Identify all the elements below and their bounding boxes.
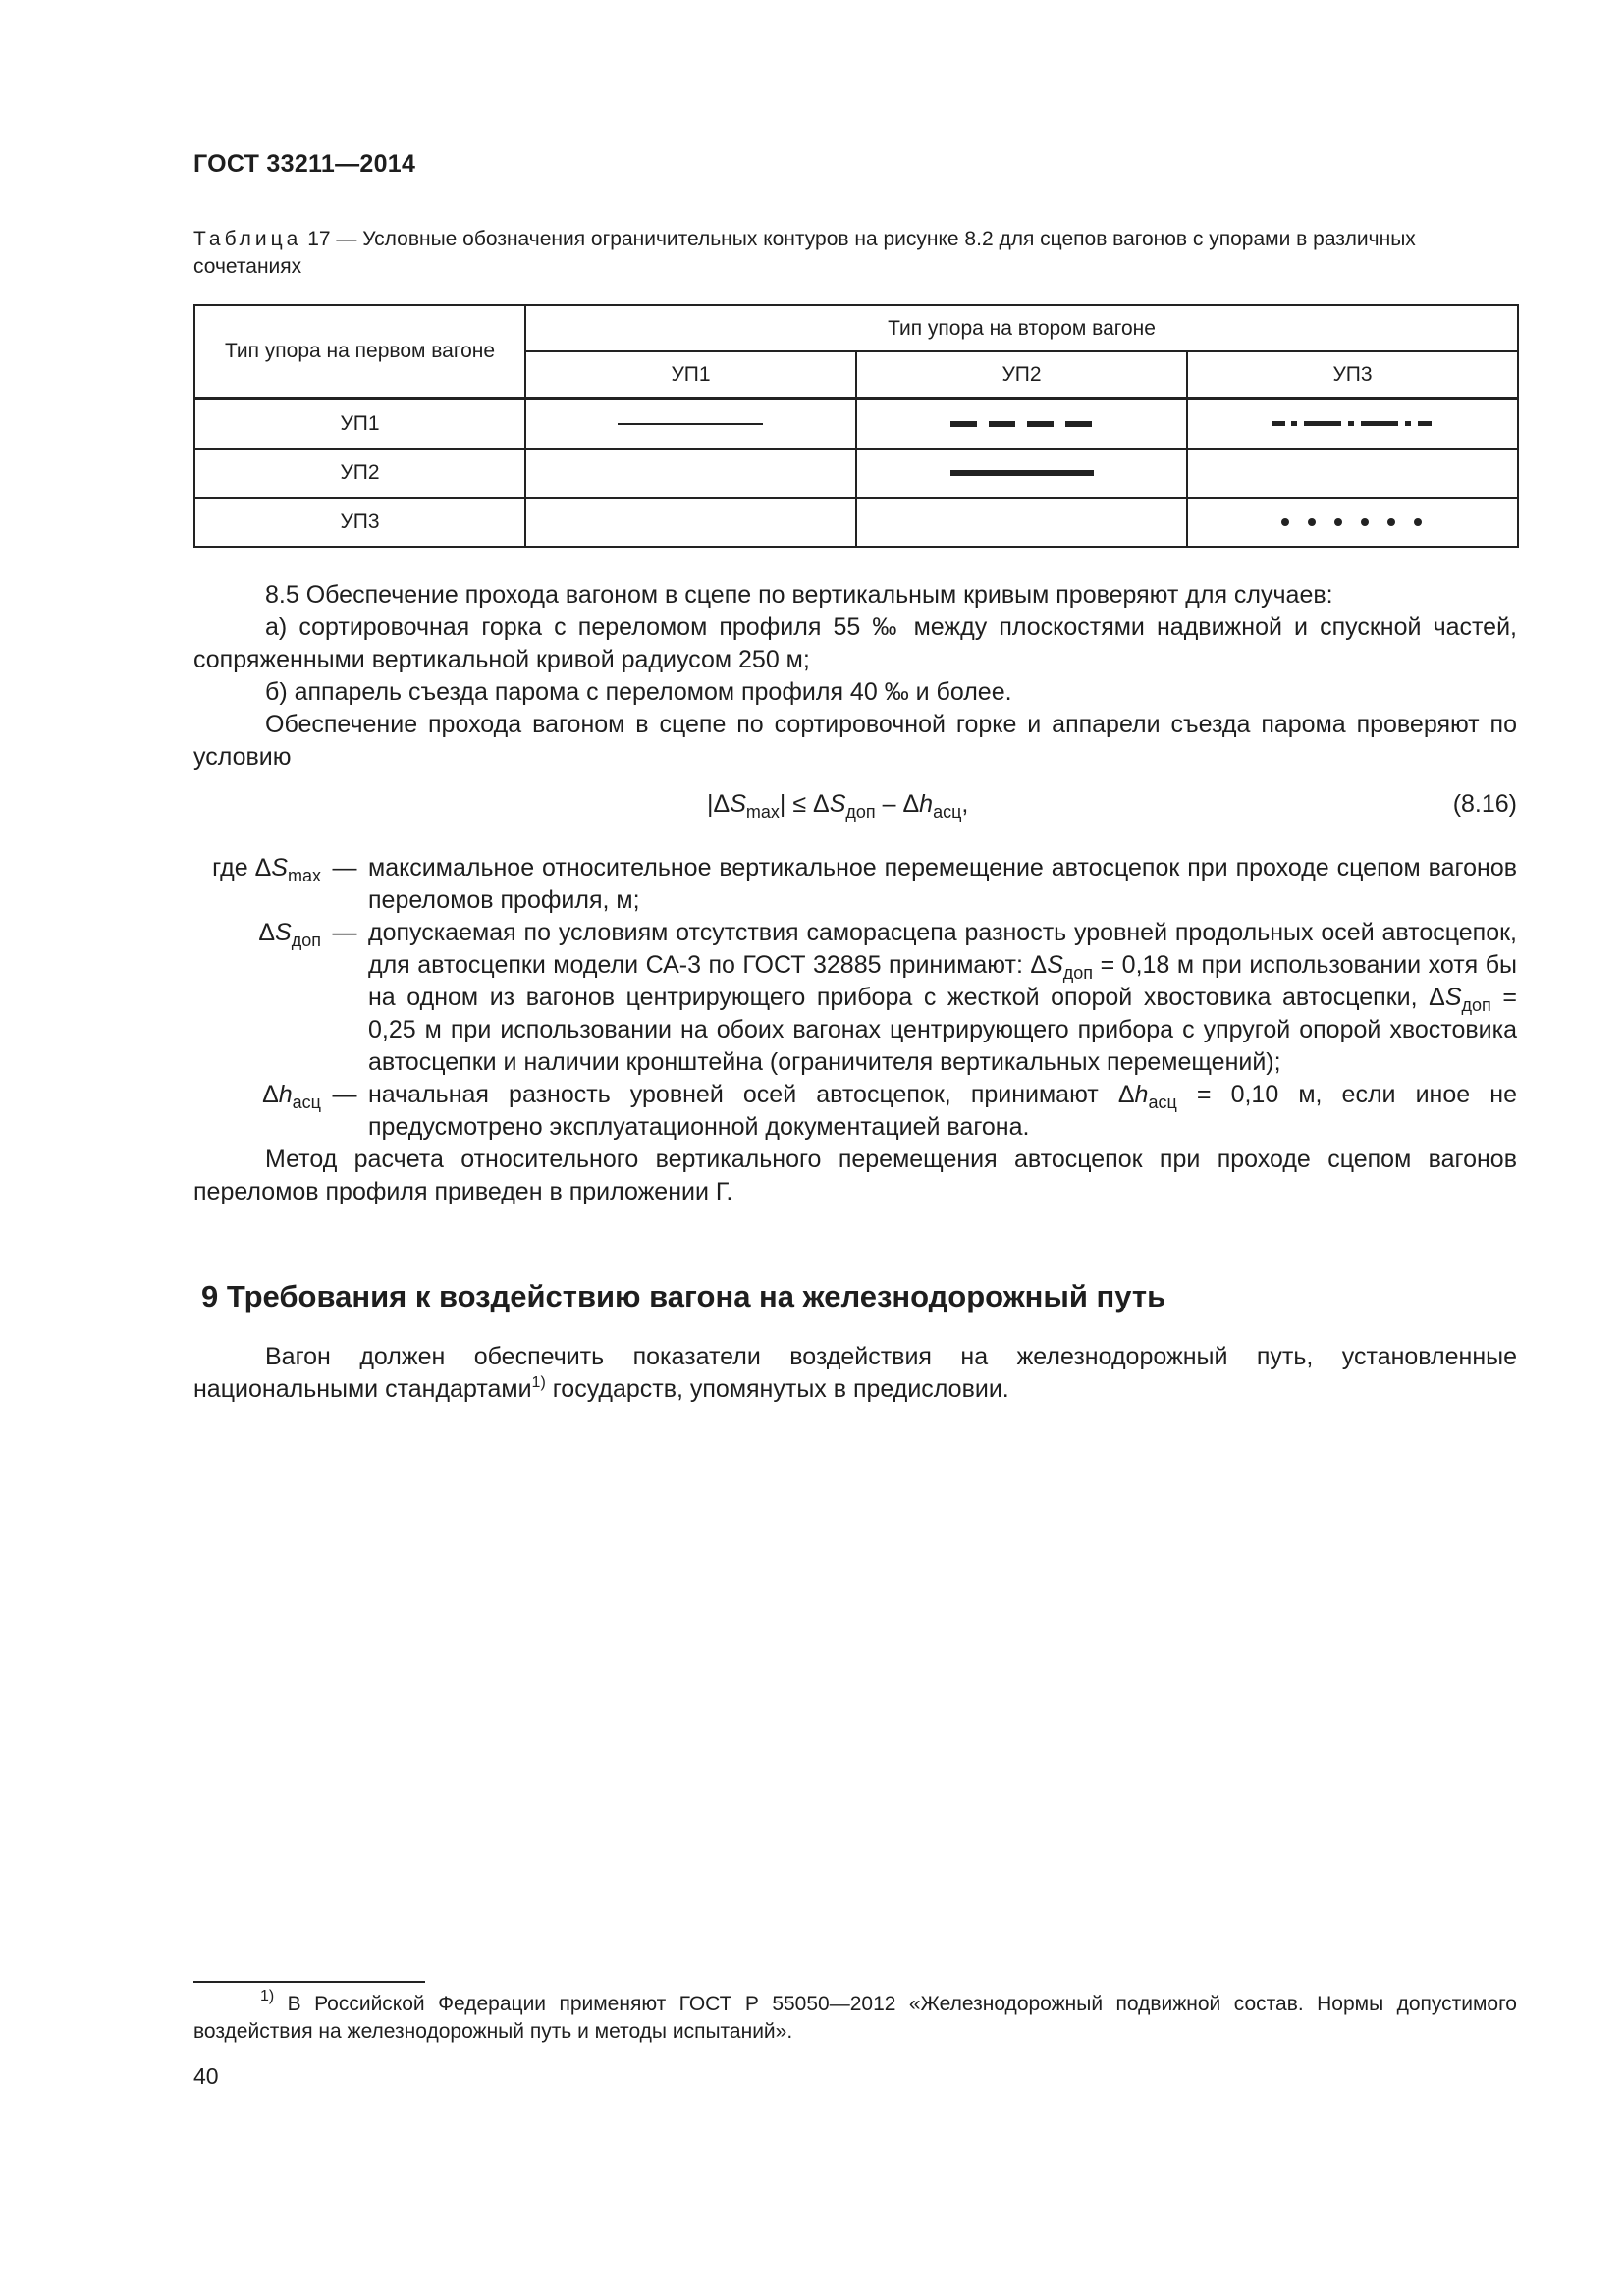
row-header-up1: УП1	[194, 399, 525, 449]
thin-solid-line-sample	[618, 419, 765, 429]
cell-up3-up3	[1187, 498, 1518, 547]
definition-dh-asc: $\Delta h_{асц}$ — начальная разность уровней осей автосцепок, принимают $\Delta h_{асц} = 0,10$ м, если иное не предусмотрено эксплуатационной документацией вагона.	[193, 1079, 1517, 1144]
definition-text: максимальное относительное вертикальное перемещение автосцепок при проходе сцепом вагонов переломов профиля, м;	[368, 854, 1517, 914]
cell-up1-up2	[856, 399, 1187, 449]
footnote	[193, 1988, 1517, 2046]
clause-intro: 8.5 Обеспечение прохода вагоном в сцепе по вертикальным кривым проверяют для случаев:	[265, 581, 1333, 609]
definition-text: начальная разность уровней осей автосцепок, принимают $\Delta h_{асц} = 0,10$ м, если иное не предусмотрено эксплуатационной документацией вагона.	[368, 1081, 1517, 1141]
footnote-divider	[193, 1981, 425, 1983]
clause-8-5	[193, 579, 1517, 774]
formula-expression: $|\Delta S_{max}| \le \Delta S_{доп} - \Delta h_{асц}$,	[707, 790, 969, 822]
header-first-wagon: Тип упора на первом вагоне	[194, 305, 525, 399]
cell-up2-up2	[856, 449, 1187, 498]
column-header-up2: УП2	[856, 351, 1187, 399]
section-9-heading: 9 Требования к воздействию вагона на железнодорожный путь	[201, 1279, 1166, 1313]
definition-term: $\Delta S_{доп}$	[258, 919, 321, 950]
thick-dashed-line-sample	[948, 419, 1096, 429]
clause-item-b: б) аппарель съезда парома с переломом профиля 40 ‰ и более.	[265, 678, 1012, 706]
definition-term: $\Delta h_{асц}$	[262, 1081, 321, 1112]
cell-up3-up1	[525, 498, 856, 547]
document-header: ГОСТ 33211—2014	[193, 150, 416, 178]
definitions	[193, 852, 1517, 1208]
dash-dot-line-sample	[1272, 419, 1435, 429]
definition-text: допускаемая по условиям отсутствия саморасцепа разность уровней продольных осей автосцепок, для автосцепки модели СА-3 по ГОСТ 32885 принимают: $\Delta S_{доп} = 0,18$ м при использовании хотя бы на одном из вагонов центрирующего прибора с жесткой опорой хвостовика автосцепки, $\Delta S_{доп} = 0,25$ м при использовании на обоих вагонах центрирующего прибора с упругой опорой хвостовика автосцепки и наличии кронштейна (ограничителя вертикальных перемещений);	[368, 919, 1517, 1076]
cell-up2-up3	[1187, 449, 1518, 498]
definition-term: где $\Delta S_{max}$	[212, 854, 321, 885]
table-caption-text: 17 — Условные обозначения ограничительных контуров на рисунке 8.2 для сцепов вагонов с упорами в различных сочетаниях	[193, 228, 1416, 278]
clause-condition: Обеспечение прохода вагоном в сцепе по сортировочной горке и аппарели съезда парома проверяют по условию	[193, 711, 1517, 771]
header-second-wagon: Тип упора на втором вагоне	[525, 305, 1518, 351]
cell-up2-up1	[525, 449, 856, 498]
method-reference: Метод расчета относительного вертикального перемещения автосцепок при проходе сцепом вагонов переломов профиля приведен в приложении Г.	[193, 1146, 1517, 1205]
thick-solid-line-sample	[948, 468, 1096, 478]
row-header-up2: УП2	[194, 449, 525, 498]
footnote-mark: 1)	[260, 1988, 275, 2004]
cell-up1-up1	[525, 399, 856, 449]
row-header-up3: УП3	[194, 498, 525, 547]
footnote-text: В Российской Федерации применяют ГОСТ Р 55050—2012 «Железнодорожный подвижной состав. Нормы допустимого воздействия на железнодорожный путь и методы испытаний».	[193, 1993, 1517, 2043]
dotted-line-sample	[1279, 516, 1427, 528]
formula-number: (8.16)	[1452, 790, 1517, 818]
cell-up3-up2	[856, 498, 1187, 547]
footnote-reference[interactable]: 1)	[531, 1374, 546, 1391]
table-caption	[193, 226, 1514, 281]
section-9-text: Вагон должен обеспечить показатели воздействия на железнодорожный путь, установленные национальными стандартами$^{1)}$ государств, упомянутых в предисловии.	[193, 1343, 1517, 1403]
contour-symbols-table	[193, 304, 1519, 548]
cell-up1-up3	[1187, 399, 1518, 449]
where-word: где	[212, 854, 248, 881]
definition-ds-dop: $\Delta S_{доп}$ — допускаемая по условиям отсутствия саморасцепа разность уровней продольных осей автосцепок, для автосцепки модели СА-3 по ГОСТ 32885 принимают: $\Delta S_{доп} = 0,18$ м при использовании хотя бы на одном из вагонов центрирующего прибора с жесткой опорой хвостовика автосцепки, $\Delta S_{доп} = 0,25$ м при использовании на обоих вагонах центрирующего прибора с упругой опорой хвостовика автосцепки и наличии кронштейна (ограничителя вертикальных перемещений);	[193, 917, 1517, 1079]
column-header-up1: УП1	[525, 351, 856, 399]
formula-8-16	[193, 790, 1517, 829]
table-caption-word: Таблица	[193, 228, 302, 250]
page-number: 40	[193, 2063, 219, 2089]
column-header-up3: УП3	[1187, 351, 1518, 399]
definition-ds-max: где $\Delta S_{max}$ — максимальное относительное вертикальное перемещение автосцепок при проходе сцепом вагонов переломов профиля, м;	[193, 852, 1517, 917]
clause-item-a: а) сортировочная горка с переломом профиля 55 ‰ между плоскостями надвижной и спускной частей, сопряженными вертикальной кривой радиусом 250 м;	[193, 614, 1517, 673]
